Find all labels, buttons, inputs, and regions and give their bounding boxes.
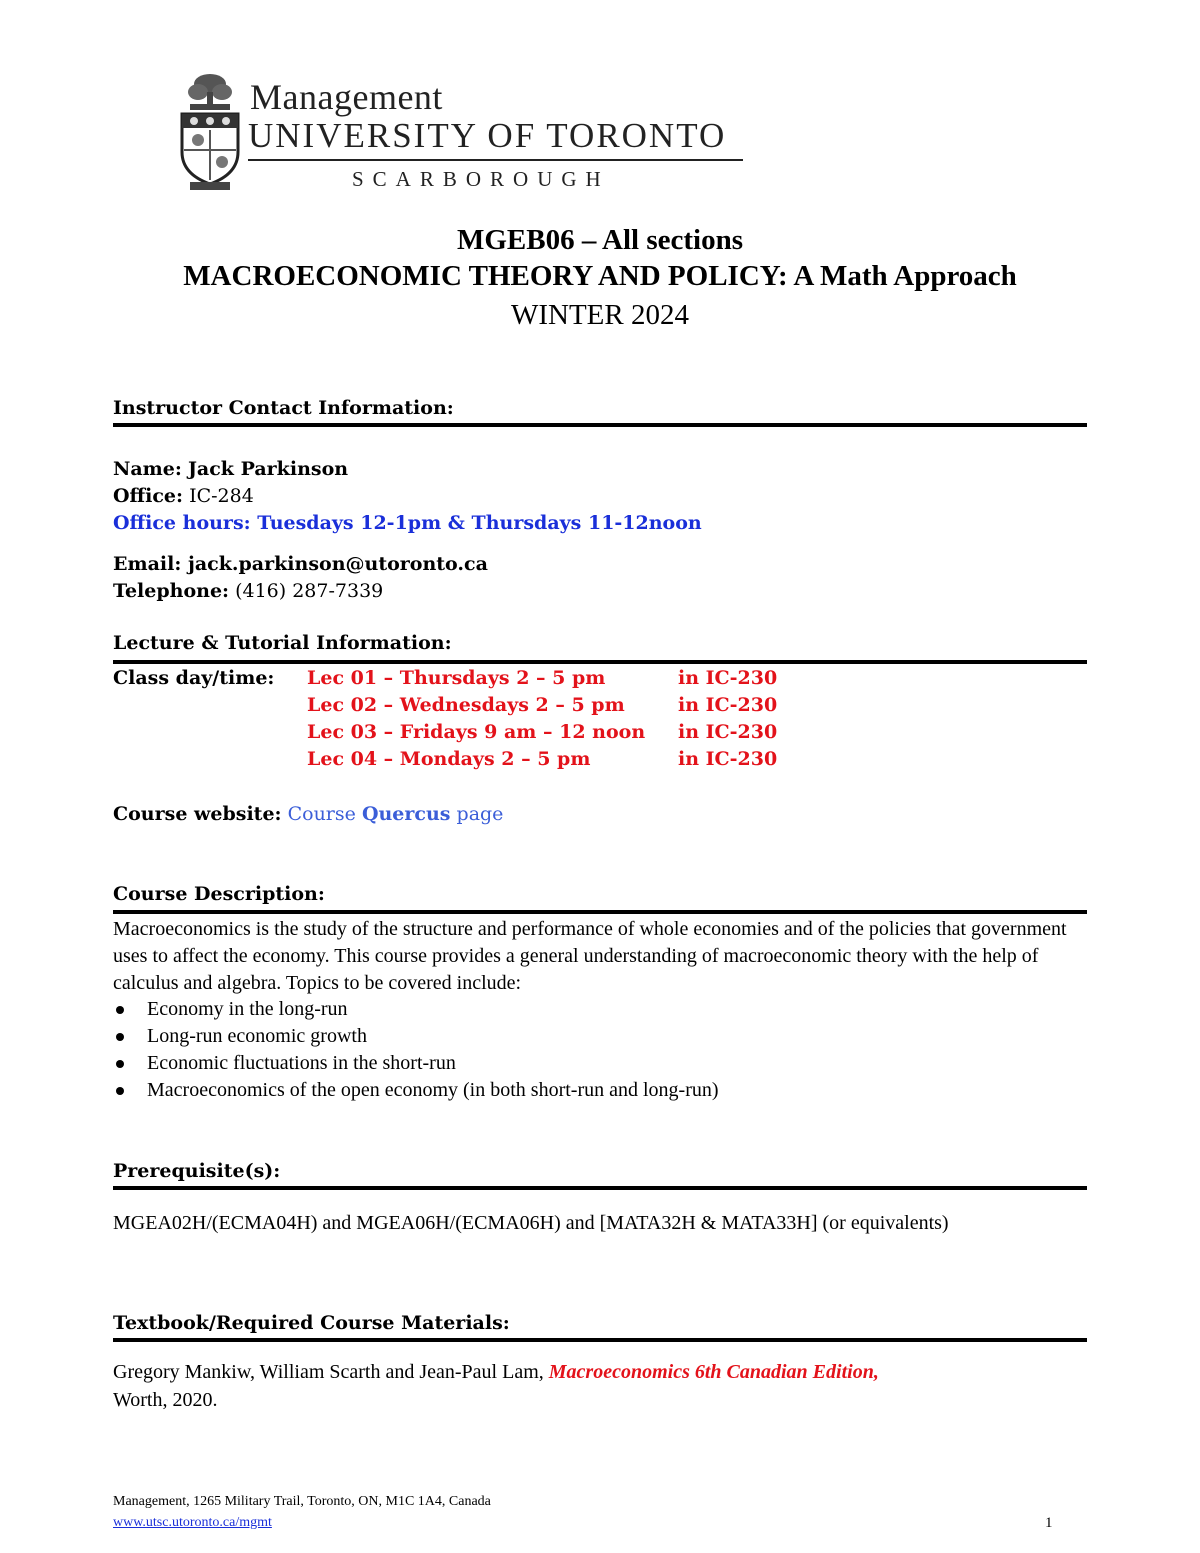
- term-heading: WINTER 2024: [511, 299, 689, 331]
- name-label: Name:: [113, 458, 182, 480]
- textbook-title: Macroeconomics 6th Canadian Edition,: [548, 1361, 879, 1383]
- textbook-publisher: Worth, 2020.: [113, 1389, 218, 1411]
- website-link-pre: Course: [287, 803, 356, 825]
- class-time-label: Class day/time:: [113, 667, 275, 689]
- email-label: Email:: [113, 553, 182, 575]
- section-divider: [113, 910, 1087, 914]
- textbook-citation: [113, 1358, 1087, 1414]
- course-website-label: Course website:: [113, 803, 282, 825]
- page-number: 1: [1045, 1515, 1053, 1531]
- lecture-room-2: in IC-230: [678, 694, 778, 716]
- list-item: Economic fluctuations in the short-run: [113, 1050, 1087, 1077]
- office-line: [113, 483, 254, 510]
- section-divider: [113, 660, 1087, 664]
- prerequisite-text: MGEA02H/(ECMA04H) and MGEA06H/(ECMA06H) and [MATA32H & MATA33H] (or equivalents): [113, 1212, 949, 1234]
- footer-address: Management, 1265 Military Trail, Toronto, ON, M1C 1A4, Canada: [113, 1494, 491, 1509]
- logo-divider: [248, 159, 743, 161]
- list-item: Long-run economic growth: [113, 1023, 1087, 1050]
- description-paragraph: Macroeconomics is the study of the structure and performance of whole economies and of the policies that government uses to affect the economy. This course provides a general understanding of macroeconomic theory with the help of calculus and algebra. Topics to be covered include:: [113, 918, 1067, 994]
- topics-list: [113, 996, 1087, 1104]
- course-website-link[interactable]: [288, 803, 504, 825]
- telephone-value: (416) 287-7339: [235, 580, 384, 602]
- section-divider: [113, 1186, 1087, 1190]
- textbook-authors: Gregory Mankiw, William Scarth and Jean-Paul Lam,: [113, 1361, 549, 1383]
- lecture-room-1: in IC-230: [678, 667, 778, 689]
- logo-department: Management: [250, 77, 443, 117]
- list-item: Macroeconomics of the open economy (in both short-run and long-run): [113, 1077, 1087, 1104]
- office-hours-label: Office hours:: [113, 512, 251, 534]
- section-divider: [113, 1338, 1087, 1342]
- office-hours-value: Tuesdays 12-1pm & Thursdays 11-12noon: [257, 512, 702, 534]
- lecture-room-3: in IC-230: [678, 721, 778, 743]
- prerequisite-section-heading: Prerequisite(s):: [113, 1160, 281, 1182]
- office-hours-line: [113, 510, 702, 537]
- website-link-post: page: [456, 803, 504, 825]
- office-value: IC-284: [189, 485, 254, 507]
- office-label: Office:: [113, 485, 184, 507]
- lecture-section-heading: Lecture & Tutorial Information:: [113, 632, 452, 654]
- university-logo: [176, 70, 756, 195]
- email-line: [113, 551, 488, 578]
- course-website-line: [113, 801, 503, 828]
- lecture-time-2: Lec 02 – Wednesdays 2 – 5 pm: [307, 694, 625, 716]
- university-crest-icon: [176, 70, 244, 192]
- lecture-time-3: Lec 03 – Fridays 9 am – 12 noon: [307, 721, 646, 743]
- textbook-section-heading: Textbook/Required Course Materials:: [113, 1312, 510, 1334]
- logo-campus: SCARBOROUGH: [352, 167, 610, 191]
- website-link-quercus: Quercus: [361, 803, 451, 825]
- course-code-heading: MGEB06 – All sections: [457, 224, 743, 256]
- instructor-section-heading: Instructor Contact Information:: [113, 397, 454, 419]
- lecture-time-4: Lec 04 – Mondays 2 – 5 pm: [307, 748, 591, 770]
- telephone-line: [113, 578, 383, 605]
- footer-url[interactable]: www.utsc.utoronto.ca/mgmt: [113, 1515, 272, 1530]
- instructor-name: Jack Parkinson: [187, 458, 349, 480]
- course-name-heading: MACROECONOMIC THEORY AND POLICY: A Math Approach: [183, 260, 1017, 292]
- telephone-label: Telephone:: [113, 580, 230, 602]
- lecture-time-1: Lec 01 – Thursdays 2 – 5 pm: [307, 667, 606, 689]
- section-divider: [113, 423, 1087, 427]
- logo-university: UNIVERSITY OF TORONTO: [248, 116, 727, 155]
- description-section-heading: Course Description:: [113, 883, 325, 905]
- email-value[interactable]: jack.parkinson@utoronto.ca: [187, 553, 488, 575]
- instructor-name-line: [113, 456, 348, 483]
- lecture-room-4: in IC-230: [678, 748, 778, 770]
- list-item: Economy in the long-run: [113, 996, 1087, 1023]
